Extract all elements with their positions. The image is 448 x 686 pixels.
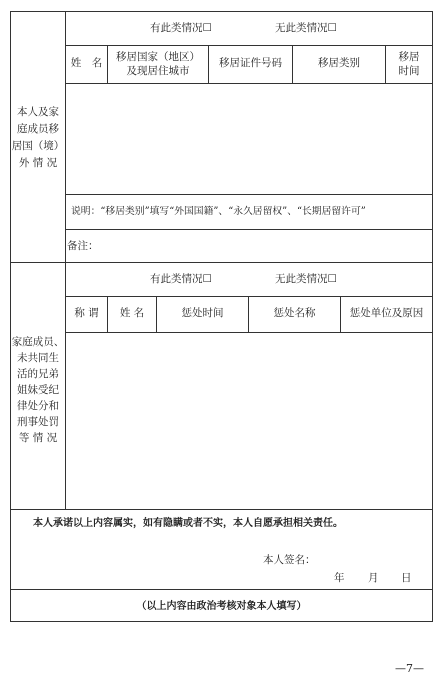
s1-col-time-line2: 时间 bbox=[398, 65, 420, 77]
s2-side-label-line: 未共同生 bbox=[17, 352, 59, 364]
s2-status-has bbox=[150, 273, 212, 286]
page-number: —7— bbox=[395, 662, 424, 675]
s2-col-title: 称 谓 bbox=[74, 307, 99, 319]
s2-side-label-line: 刑事处罚 bbox=[17, 416, 59, 428]
table-bottom-border bbox=[10, 621, 433, 622]
s2-col-penalty: 惩处名称 bbox=[273, 307, 316, 319]
s1-none-checkbox[interactable]: ☐ bbox=[327, 22, 337, 34]
s1-side-label-line: 庭成员移 bbox=[17, 123, 59, 135]
section-divider bbox=[10, 262, 433, 263]
s1-status-has bbox=[150, 22, 212, 35]
s2-side-label-line: 活的兄弟 bbox=[17, 368, 59, 380]
s1-note: 说明：“移居类别”填写“外国国籍”、“永久居留权”、“长期居留许可” bbox=[71, 206, 366, 217]
s1-col-name: 姓 名 bbox=[70, 57, 103, 69]
s2-none-checkbox[interactable]: ☐ bbox=[327, 273, 337, 285]
label-column-divider bbox=[65, 11, 66, 509]
s1-entry-area-bottom bbox=[65, 194, 432, 195]
s1-col-time bbox=[386, 50, 432, 78]
s1-side-label bbox=[11, 104, 65, 172]
s2-col-unit: 惩处单位及原因 bbox=[349, 307, 424, 319]
s2-side-label bbox=[11, 334, 65, 446]
s1-status-none-label: 无此类情况 bbox=[275, 22, 328, 34]
s2-header-row-bottom bbox=[65, 332, 432, 333]
footer-top-border bbox=[10, 589, 433, 590]
s1-col-country bbox=[108, 50, 208, 78]
table-top-border bbox=[10, 11, 433, 12]
s1-header-row-bottom bbox=[65, 83, 432, 84]
s1-has-checkbox[interactable]: ☐ bbox=[202, 22, 212, 34]
s1-status-row-bottom bbox=[65, 45, 432, 46]
s2-status-none bbox=[275, 273, 337, 286]
date-month: 月 bbox=[368, 572, 379, 584]
s1-remarks: 备注： bbox=[67, 240, 99, 252]
table-right-border bbox=[432, 11, 433, 621]
s1-col-time-line1: 移居 bbox=[398, 51, 420, 63]
s1-side-label-line: 外 情 况 bbox=[18, 157, 58, 169]
s2-col-time: 惩处时间 bbox=[181, 307, 224, 319]
date-year: 年 bbox=[334, 572, 345, 584]
s1-side-label-line: 本人及家 bbox=[17, 106, 59, 118]
s1-status-has-label: 有此类情况 bbox=[150, 22, 203, 34]
s1-side-label-line: 居国（境） bbox=[11, 140, 65, 152]
s2-status-none-label: 无此类情况 bbox=[275, 273, 328, 285]
s2-side-label-line: 律处分和 bbox=[17, 400, 59, 412]
s2-col-name: 姓 名 bbox=[119, 307, 145, 319]
commitment-text: 本人承诺以上内容属实，如有隐瞒或者不实，本人自愿承担相关责任。 bbox=[33, 518, 343, 529]
date-day: 日 bbox=[401, 572, 412, 584]
s2-side-label-line: 等 情 况 bbox=[18, 432, 58, 444]
s1-col-country-line2: 及现居住城市 bbox=[126, 65, 190, 77]
s1-status-none bbox=[275, 22, 337, 35]
s1-note-row-bottom bbox=[65, 229, 432, 230]
table-left-border bbox=[10, 11, 11, 621]
footer-note: （以上内容由政治考核对象本人填写） bbox=[136, 601, 307, 612]
s2-side-label-line: 姐妹受纪 bbox=[17, 384, 59, 396]
commitment-top-border bbox=[10, 509, 433, 510]
s1-col-country-line1: 移居国家（地区） bbox=[116, 51, 200, 63]
s1-col-id-number: 移居证件号码 bbox=[219, 57, 282, 69]
s2-side-label-line: 家庭成员、 bbox=[11, 336, 65, 348]
s1-col-category: 移居类别 bbox=[318, 57, 360, 69]
s2-has-checkbox[interactable]: ☐ bbox=[202, 273, 212, 285]
s2-status-has-label: 有此类情况 bbox=[150, 273, 203, 285]
signature-label: 本人签名： bbox=[263, 554, 316, 566]
